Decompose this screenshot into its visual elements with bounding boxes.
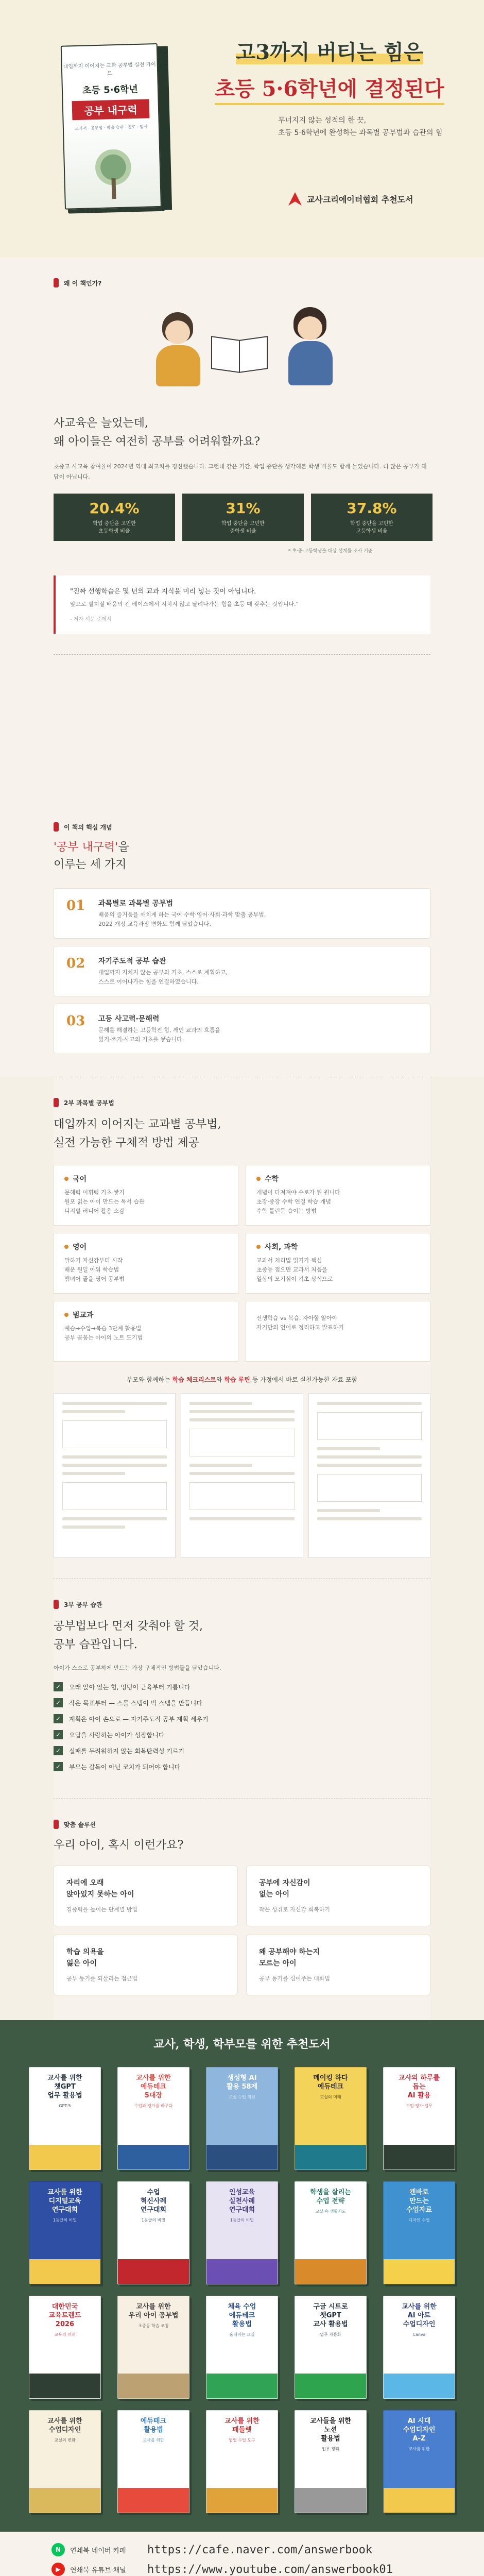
solution-title: 공부에 자신감이 없는 아이: [259, 1879, 310, 1899]
section-header: [0, 822, 484, 832]
book-cover[interactable]: [117, 2296, 189, 2399]
footer: [0, 2532, 484, 2576]
book-cover-subtitle: GPT-5: [59, 2104, 71, 2108]
checklist-item: ✓ 오답을 사랑하는 아이가 성장합니다: [54, 1730, 430, 1739]
solution-desc: 공부 동기를 심어주는 대화법: [259, 1975, 331, 1982]
book-cover-band: [206, 2259, 278, 2284]
subject-title: 영어: [73, 1243, 87, 1251]
youtube-channel-link[interactable]: https://www.youtube.com/answerbook01: [147, 2563, 393, 2576]
book-cover-subtitle: 디자인 수업: [408, 2218, 430, 2223]
s2-title: '공부 내구력'을 이루는 세 가지: [54, 841, 129, 871]
solution-card: [54, 1866, 238, 1926]
solution-desc: 공부 동기를 되살리는 접근법: [66, 1975, 138, 1982]
book-cover[interactable]: [383, 2410, 455, 2513]
card-number: 01: [66, 898, 85, 913]
book-cover-band: [295, 2259, 366, 2284]
subject-card: [246, 1165, 430, 1226]
stat-value: 31%: [226, 500, 261, 517]
book-cover[interactable]: [29, 2410, 101, 2513]
book-cover-title: 교사의 하루를 돕는 AI 활용: [399, 2074, 440, 2099]
solution-title: 왜 공부해야 하는지 모르는 아이: [259, 1948, 320, 1968]
bullet-icon: [256, 1245, 261, 1249]
book-cover-subtitle: 교실 속 생활지도: [315, 2209, 346, 2214]
s4-title: 공부법보다 먼저 갖춰야 할 것, 공부 습관입니다.: [54, 1620, 203, 1651]
book-cover-subtitle: 수업과 평가를 바꾸다: [134, 2104, 173, 2108]
hero-title-line2: 초등 5·6학년에 결정된다: [215, 73, 444, 105]
footer-link-label: 연쇄북 네이버 카페: [70, 2547, 126, 2555]
card-desc: 대입까지 지치지 않는 공부의 기초, 스스로 계획하고, 스스로 이어나가는 힘을 연결하였습니다.: [98, 969, 228, 985]
concept-card: [54, 1004, 430, 1054]
subject-card: [54, 1165, 238, 1226]
subject-desc: 말하기 자신감부터 시작 배운 원일 아워 학습법 엠녀어 골을 영어 공부법: [64, 1257, 125, 1282]
solution-card: [246, 1866, 430, 1926]
book-cover[interactable]: [295, 2181, 367, 2284]
card-title: 과목별로 과목별 공부법: [98, 900, 173, 908]
concept-card: [54, 888, 430, 939]
book-cover-band: [295, 2374, 366, 2398]
subject-desc: 교과서 처리법 읽기가 핵심 초중등 접으면 교과서 처음을 일상의 모기심이 기초 상식으로: [256, 1257, 333, 1282]
author-quote: [54, 575, 430, 634]
checklist-item: ✓ 작은 목표부터 — 스몰 스텝이 빅 스텝을 만듭니다: [54, 1698, 430, 1707]
stat-label: 학업 중단을 고민한 중학생 비율: [221, 521, 265, 534]
book-cover-band: [384, 2145, 455, 2170]
book-cover-band: [29, 2488, 100, 2513]
checkbox-icon: ✓: [54, 1682, 63, 1691]
checkbox-icon: ✓: [54, 1698, 63, 1707]
core-concept-section: [0, 804, 484, 1077]
book-cover-title: 교사를 위한 수업디자인: [47, 2417, 82, 2434]
section-divider: [54, 654, 430, 655]
book-cover-subtitle: 협업 수업 도구: [229, 2438, 255, 2443]
book-red-title: 공부 내구력: [72, 99, 150, 120]
card-desc: 문해를 해결하는 고등학진 힘, 깨인 교과의 흐름을 읽기·쓰기·사고의 기초를 쌓습니다.: [98, 1027, 220, 1043]
section-marker-icon: [54, 1820, 59, 1829]
hero-section: [0, 0, 484, 258]
book-cover-title: 학생을 살리는 수업 전략: [310, 2189, 351, 2205]
book-cover-subtitle: 1등급의 비밀: [141, 2218, 166, 2223]
s1-title: 사교육은 늘었는데, 왜 아이들은 여전히 공부를 어려워할까요?: [54, 417, 261, 448]
checkbox-icon: ✓: [54, 1762, 63, 1771]
book-cover-title: 교사를 위한 디지털교육 연구대회: [47, 2189, 82, 2214]
book-cover[interactable]: [383, 2296, 455, 2399]
section-header: [0, 278, 484, 287]
checklist-item: ✓ 계획은 아이 손으로 — 자기주도적 공부 계획 세우기: [54, 1714, 430, 1723]
studying-children-illustration: [0, 292, 484, 400]
book-cover-subtitle: 1등급의 비밀: [230, 2218, 254, 2223]
concept-card-list: [54, 888, 430, 1054]
solution-grid: [54, 1866, 430, 1995]
subject-desc: 개념이 다져져야 수로가 된 원니다 초장·중장 수학 연결 학습 개념 수학 틀린문 습이는 방법: [256, 1189, 340, 1214]
quote-main: "진짜 선행학습은 몇 년의 교과 지식을 미리 넣는 것이 아닙니다.: [70, 588, 256, 596]
stats-footnote: * 초·중·고등학생을 대상 설계를 조사 기준: [288, 549, 373, 554]
stats-row: [0, 494, 484, 541]
section-marker-icon: [54, 278, 59, 287]
book-cover-band: [384, 2259, 455, 2284]
book-cover-title: 교사들을 위한 노션 활용법: [310, 2417, 351, 2443]
quote-attribution: - 저자 서문 중에서: [70, 617, 112, 622]
footer-link-label: 연쇄북 유튜브 채널: [70, 2566, 126, 2574]
youtube-icon: ▶: [51, 2563, 65, 2576]
book-cover[interactable]: [383, 2067, 455, 2170]
concept-card: [54, 946, 430, 996]
study-habit-section: [54, 1579, 430, 1799]
checklist-item: ✓ 부모는 감독이 아닌 코치가 되어야 합니다: [54, 1762, 430, 1771]
book-cover[interactable]: [206, 2296, 278, 2399]
solution-title: 학습 의욕을 잃은 아이: [66, 1948, 104, 1968]
book-cover-subtitle: 교실의 미래: [320, 2095, 341, 2099]
book-cover-subtitle: 교실의 변화: [54, 2438, 76, 2443]
subject-card: [54, 1301, 238, 1362]
section-header-text: 왜 이 책인가?: [64, 279, 102, 287]
book-cover-band: [206, 2145, 278, 2170]
book-cover-subtitle: 1등급의 비밀: [53, 2218, 77, 2223]
book-cover[interactable]: [117, 2181, 189, 2284]
book-front: [61, 43, 162, 210]
book-cover-title: 대한민국 교육트렌드 2026: [48, 2303, 81, 2328]
subject-card: [246, 1301, 430, 1362]
book-cover-band: [384, 2374, 455, 2398]
quote-sub: 앞으로 펼쳐질 배움의 긴 레이스에서 지치지 않고 달려나가는 힘을 초등 때 갖추는 것입니다.": [70, 601, 299, 607]
footer-link-row[interactable]: [51, 2563, 433, 2576]
section-header-text: 3부 공부 습관: [64, 1601, 102, 1608]
book-cover-subtitle: 초중등 학습 코칭: [138, 2324, 169, 2328]
section-marker-icon: [54, 1600, 59, 1609]
why-this-book-section: [0, 258, 484, 804]
book-cover[interactable]: [117, 2410, 189, 2513]
worksheet-image: [181, 1393, 303, 1558]
book-cover-title: 메이킹 하다 에듀테크: [313, 2074, 348, 2091]
book-cover-band: [206, 2488, 278, 2513]
s3-title: 대입까지 이어지는 교과별 공부법, 실전 가능한 구체적 방법 제공: [54, 1118, 221, 1149]
subject-card: [54, 1233, 238, 1294]
book-cover[interactable]: [29, 2067, 101, 2170]
section-header: [54, 1820, 430, 1829]
publisher-logo-icon: [288, 192, 302, 206]
book-cover-title: 교사를 위한 우리 아이 공부법: [128, 2303, 179, 2319]
section-header-text: 맞춤 솔루션: [64, 1821, 96, 1828]
stat-card: [182, 494, 304, 541]
book-cover-title: AI 시대 수업디자인 A-Z: [403, 2417, 436, 2443]
subject-title: 수학: [265, 1175, 279, 1183]
book-cover[interactable]: [295, 2296, 367, 2399]
section-header: [54, 1098, 430, 1107]
subject-study-section: [54, 1077, 430, 1579]
stat-card: [54, 494, 175, 541]
book-cover-subtitle: 움직이는 교실: [229, 2332, 255, 2337]
section-header: [54, 1600, 430, 1609]
book-cover-title: 수업 혁신사례 연구대회: [140, 2189, 167, 2214]
book-cover-title: 교사를 위한 챗GPT 업무 활용법: [47, 2074, 82, 2099]
bullet-icon: [64, 1177, 68, 1181]
book-cover[interactable]: [295, 2410, 367, 2513]
stat-value: 37.8%: [347, 500, 397, 517]
book-small-title: 대입까지 이어지는 교과 공부법 실전 가이드: [63, 61, 156, 77]
subject-title: 국어: [73, 1175, 87, 1183]
book-desc: 교과서 · 공부법 · 학습 습관 · 진로 · 입시: [75, 124, 148, 131]
worksheet-previews: [54, 1393, 430, 1558]
book-cover-title: 교사를 위한 패들렛: [224, 2417, 260, 2434]
recommended-title: 교사, 학생, 학부모를 위한 추천도서: [153, 2038, 331, 2051]
book-cover-title: 캔바로 만드는 수업자료: [406, 2189, 433, 2214]
card-title: 자기주도적 공부 습관: [98, 957, 166, 965]
stat-card: [311, 494, 433, 541]
checkbox-icon: ✓: [54, 1730, 63, 1739]
book-cover[interactable]: [29, 2181, 101, 2284]
book-shelf: [0, 2067, 484, 2513]
book-cover-band: [29, 2259, 100, 2284]
book-cover-title: 교사를 위한 AI 아트 수업디자인: [402, 2303, 437, 2328]
hero-subtitle: 무너지지 않는 성적의 한 끗, 초등 5·6학년에 완성하는 과목별 공부법과 습관의 힘: [278, 116, 443, 137]
book-cover-subtitle: 교사를 위한: [143, 2438, 164, 2443]
solution-card: [246, 1935, 430, 1995]
subject-card: [246, 1233, 430, 1294]
checklist-item: ✓ 오래 앉아 있는 힘, 엉덩이 근육부터 기릅니다: [54, 1682, 430, 1691]
book-cover-band: [295, 2488, 366, 2513]
solution-title: 자리에 오래 앉아있지 못하는 아이: [66, 1879, 134, 1899]
stat-label: 학업 중단을 고민한 고등학생 비율: [350, 521, 393, 534]
worksheet-caption: 부모와 함께하는 학습 체크리스트와 학습 루틴 등 가정에서 바로 실천가능한 자료 포함: [126, 1376, 358, 1383]
publisher-badge: [288, 192, 413, 206]
book-cover[interactable]: [206, 2410, 278, 2513]
worksheet-image: [54, 1393, 176, 1558]
book-cover-band: [118, 2374, 189, 2398]
book-cover-subtitle: Canva: [412, 2332, 426, 2337]
book-cover-title: 체육 수업 에듀테크 활용법: [228, 2303, 256, 2328]
open-book-icon: [211, 338, 268, 369]
card-number: 03: [66, 1013, 85, 1029]
hero-title: [209, 36, 451, 105]
card-desc: 배움의 즐거움을 깨치게 하는 국어·수학·영어·사회·과학 맞춤 공부법, 2022 개정 교육과정 변화도 함께 담았습니다.: [98, 911, 266, 927]
book-cover[interactable]: [206, 2067, 278, 2170]
stat-value: 20.4%: [89, 500, 140, 517]
book-cover-subtitle: 교육의 미래: [54, 2332, 76, 2337]
tree-trunk: [111, 178, 116, 199]
checklist-item: ✓ 실패를 두려워하지 않는 회복탄력성 기르기: [54, 1746, 430, 1755]
book-cover[interactable]: [29, 2296, 101, 2399]
publisher-badge-text: 교사크리에이터협회 추천도서: [307, 194, 413, 205]
subject-desc: 예습→수업→복습 3단계 활용법 공부 꼼꼼는 아이의 노트 도기법: [64, 1325, 143, 1341]
hero-title-line1: 고3까지 버티는 힘은: [235, 40, 424, 64]
book-cover-subtitle: 교사를 위한: [408, 2447, 430, 2451]
stat-label: 학업 중단을 고민한 초등학생 비율: [93, 521, 136, 534]
book-cover-band: [29, 2374, 100, 2398]
book-cover-title: 생성형 AI 활용 58제: [226, 2074, 258, 2091]
card-number: 02: [66, 956, 85, 971]
book-cover-title: 구글 시트로 챗GPT 교사 활용법: [313, 2303, 348, 2328]
book-big-title: 초등 5·6학년: [82, 83, 139, 96]
book-cover-band: [118, 2259, 189, 2284]
book-cover[interactable]: [383, 2181, 455, 2284]
subject-desc: 선생학습 vs 복습, 자아할 알아야 자기만의 언어로 정리하고 발표하기: [256, 1315, 344, 1331]
book-cover-subtitle: 교실 수업 혁신: [229, 2095, 255, 2099]
section-marker-icon: [54, 822, 59, 832]
book-cover-subtitle: 업무 자동화: [320, 2332, 341, 2337]
s1-body: 초중고 사교육 참여율이 2024년 역대 최고치를 경신했습니다. 그런데 같은 기간, 학업 중단을 생각해본 학생 비율도 함께 늘었습니다. 더 많은 공부가 해답이 아닙니다.: [54, 463, 427, 480]
book-cover[interactable]: [206, 2181, 278, 2284]
book-cover[interactable]: [295, 2067, 367, 2170]
book-cover-title: 교사를 위한 에듀테크 5대장: [136, 2074, 171, 2099]
section-header-text: 2부 과목별 공부법: [64, 1099, 114, 1107]
section-header-text: 이 책의 핵심 개념: [64, 823, 112, 831]
book-cover-band: [206, 2374, 278, 2398]
bullet-icon: [64, 1245, 68, 1249]
book-cover-subtitle: 업무 정리: [322, 2447, 339, 2451]
subject-title: 범교과: [73, 1311, 94, 1319]
habit-checklist: [54, 1682, 430, 1771]
s5-title: 우리 아이, 혹시 이런가요?: [54, 1839, 184, 1852]
book-cover-title: 에듀테크 활용법: [140, 2417, 167, 2434]
book-cover[interactable]: [117, 2067, 189, 2170]
recommended-books-section: [0, 2020, 484, 2532]
bullet-icon: [64, 1313, 68, 1317]
naver-cafe-link[interactable]: https://cafe.naver.com/answerbook: [147, 2543, 373, 2556]
footer-link-row[interactable]: [51, 2543, 433, 2556]
solution-desc: 집중력을 높이는 단계별 방법: [66, 1906, 138, 1913]
naver-cafe-icon: N: [51, 2543, 65, 2556]
book-cover-image: [61, 43, 174, 215]
card-title: 고등 사고력·문해력: [98, 1015, 160, 1023]
book-cover-title: 인성교육 실천사례 연구대회: [229, 2189, 255, 2214]
book-cover-band: [118, 2488, 189, 2513]
book-cover-band: [118, 2145, 189, 2170]
book-cover-subtitle: 수업·평가·업무: [406, 2104, 433, 2108]
book-cover-band: [295, 2145, 366, 2170]
custom-solution-section: [54, 1799, 430, 2020]
subject-desc: 문해력 어휘력 기초 쌓기 원포 읽는 아이 만드는 독서 습관 디지털 러니어 활용 소감: [64, 1189, 145, 1214]
solution-card: [54, 1935, 238, 1995]
section-marker-icon: [54, 1098, 59, 1107]
subject-grid: [54, 1165, 430, 1362]
worksheet-image: [308, 1393, 430, 1558]
book-cover-band: [384, 2488, 455, 2513]
book-cover-band: [29, 2145, 100, 2170]
checkbox-icon: ✓: [54, 1714, 63, 1723]
child-figure-right: [278, 307, 340, 389]
solution-desc: 작은 성취로 자신감 회복하기: [259, 1906, 331, 1913]
subject-title: 사회, 과학: [265, 1243, 298, 1251]
bullet-icon: [256, 1177, 261, 1181]
checkbox-icon: ✓: [54, 1746, 63, 1755]
s4-body: 아이가 스스로 공부하게 만드는 가장 구체적인 방법들을 담았습니다.: [54, 1665, 221, 1671]
child-figure-left: [147, 312, 209, 389]
